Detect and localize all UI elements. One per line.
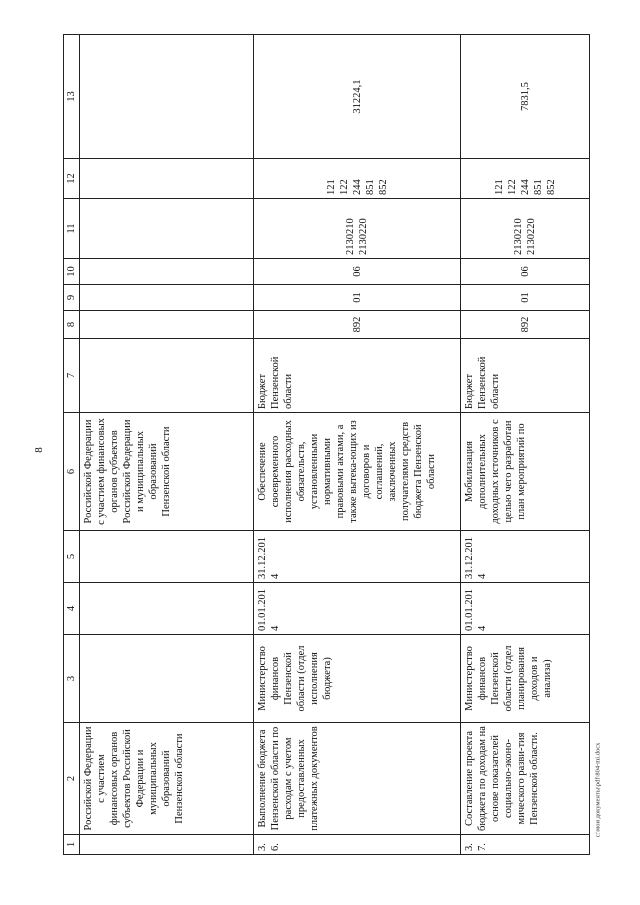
amount: 7831,5	[461, 35, 590, 159]
vr-value: 852	[377, 179, 389, 195]
csr-value: 2130210	[345, 218, 356, 255]
rz-code: 01	[254, 285, 461, 311]
page-number: 8	[32, 447, 45, 453]
csr-code	[80, 199, 254, 259]
pr-code	[80, 259, 254, 285]
vr-value: 122	[338, 179, 350, 195]
measure-name: Составление проекта бюджета по доходам на основе показателей социально-эконо-мического разви-тия Пензенской области.	[461, 723, 590, 835]
row-number: 3.6.	[254, 835, 461, 855]
rotated-table-container	[63, 34, 590, 855]
executor: Министерство финансов Пензенской области (отдел исполнения бюджета)	[254, 635, 461, 723]
table-row	[80, 35, 254, 855]
col-header: 4	[64, 583, 80, 635]
pr-code: 06	[461, 259, 590, 285]
vr-code	[254, 159, 461, 199]
grbs-code: 892	[461, 311, 590, 339]
vr-value: 851	[532, 179, 544, 195]
col-header: 6	[64, 413, 80, 531]
col-header: 8	[64, 311, 80, 339]
header-row	[64, 35, 80, 855]
rz-code	[80, 285, 254, 311]
funding-source: Бюджет Пензенской области	[461, 339, 590, 413]
grbs-code	[80, 311, 254, 339]
start-date: 01.01.2014	[461, 583, 590, 635]
col-header: 1	[64, 835, 80, 855]
start-date: 01.01.2014	[254, 583, 461, 635]
col-header: 10	[64, 259, 80, 285]
end-date	[80, 531, 254, 583]
amount	[80, 35, 254, 159]
executor	[80, 635, 254, 723]
col-header: 13	[64, 35, 80, 159]
vr-code	[80, 159, 254, 199]
csr-value: 2130220	[358, 218, 369, 255]
measure-name: Выполнение бюджета Пензенской области по расходам с учетом предоставленных платежных документов	[254, 723, 461, 835]
row-number: 3.7.	[461, 835, 590, 855]
vr-value: 121	[493, 179, 505, 195]
csr-code	[254, 199, 461, 259]
funding-source	[80, 339, 254, 413]
expected-result: Обеспечение своевременного исполнения расходных обязательств, установленными нормативными правовыми актами, а также вытека-ющих из договоров и соглашений, заключенных получателями средств бюджета Пензенской области	[254, 413, 461, 531]
col-header: 7	[64, 339, 80, 413]
table-row	[461, 35, 590, 855]
amount: 31224,1	[254, 35, 461, 159]
end-date: 31.12.2014	[461, 531, 590, 583]
vr-value: 244	[351, 179, 363, 195]
grbs-code: 892	[254, 311, 461, 339]
vr-value: 244	[519, 179, 531, 195]
expected-result: Российской Федерации с участием финансовых органов субъектов Российской Федерации и муниципальных образований Пензенской области	[80, 413, 254, 531]
vr-value: 122	[506, 179, 518, 195]
col-header: 2	[64, 723, 80, 835]
csr-value: 2130220	[526, 218, 537, 255]
start-date	[80, 583, 254, 635]
pr-code: 06	[254, 259, 461, 285]
end-date: 31.12.2014	[254, 531, 461, 583]
expected-result: Мобилизация дополнительных доходных источников с целью чего разработан план мероприятий по	[461, 413, 590, 531]
vr-code	[461, 159, 590, 199]
executor: Министерство финансов Пензенской области (отдел планирования доходов и анализа)	[461, 635, 590, 723]
table-row	[254, 35, 461, 855]
measure-name: Российской Федерации с участием финансовых органов субъектов Российской Федерации и муниципальных образований Пензенской области	[80, 723, 254, 835]
row-number	[80, 835, 254, 855]
col-header: 3	[64, 635, 80, 723]
col-header: 11	[64, 199, 80, 259]
col-header: 5	[64, 531, 80, 583]
program-measures-table	[63, 34, 590, 855]
col-header: 12	[64, 159, 80, 199]
col-header: 9	[64, 285, 80, 311]
csr-code	[461, 199, 590, 259]
vr-value: 852	[545, 179, 557, 195]
vr-value: 121	[325, 179, 337, 195]
funding-source: Бюджет Пензенской области	[254, 339, 461, 413]
footer-file-path: c:\мои документы\pdf\804-mi.docx	[594, 742, 602, 838]
rz-code: 01	[461, 285, 590, 311]
vr-value: 851	[364, 179, 376, 195]
csr-value: 2130210	[513, 218, 524, 255]
